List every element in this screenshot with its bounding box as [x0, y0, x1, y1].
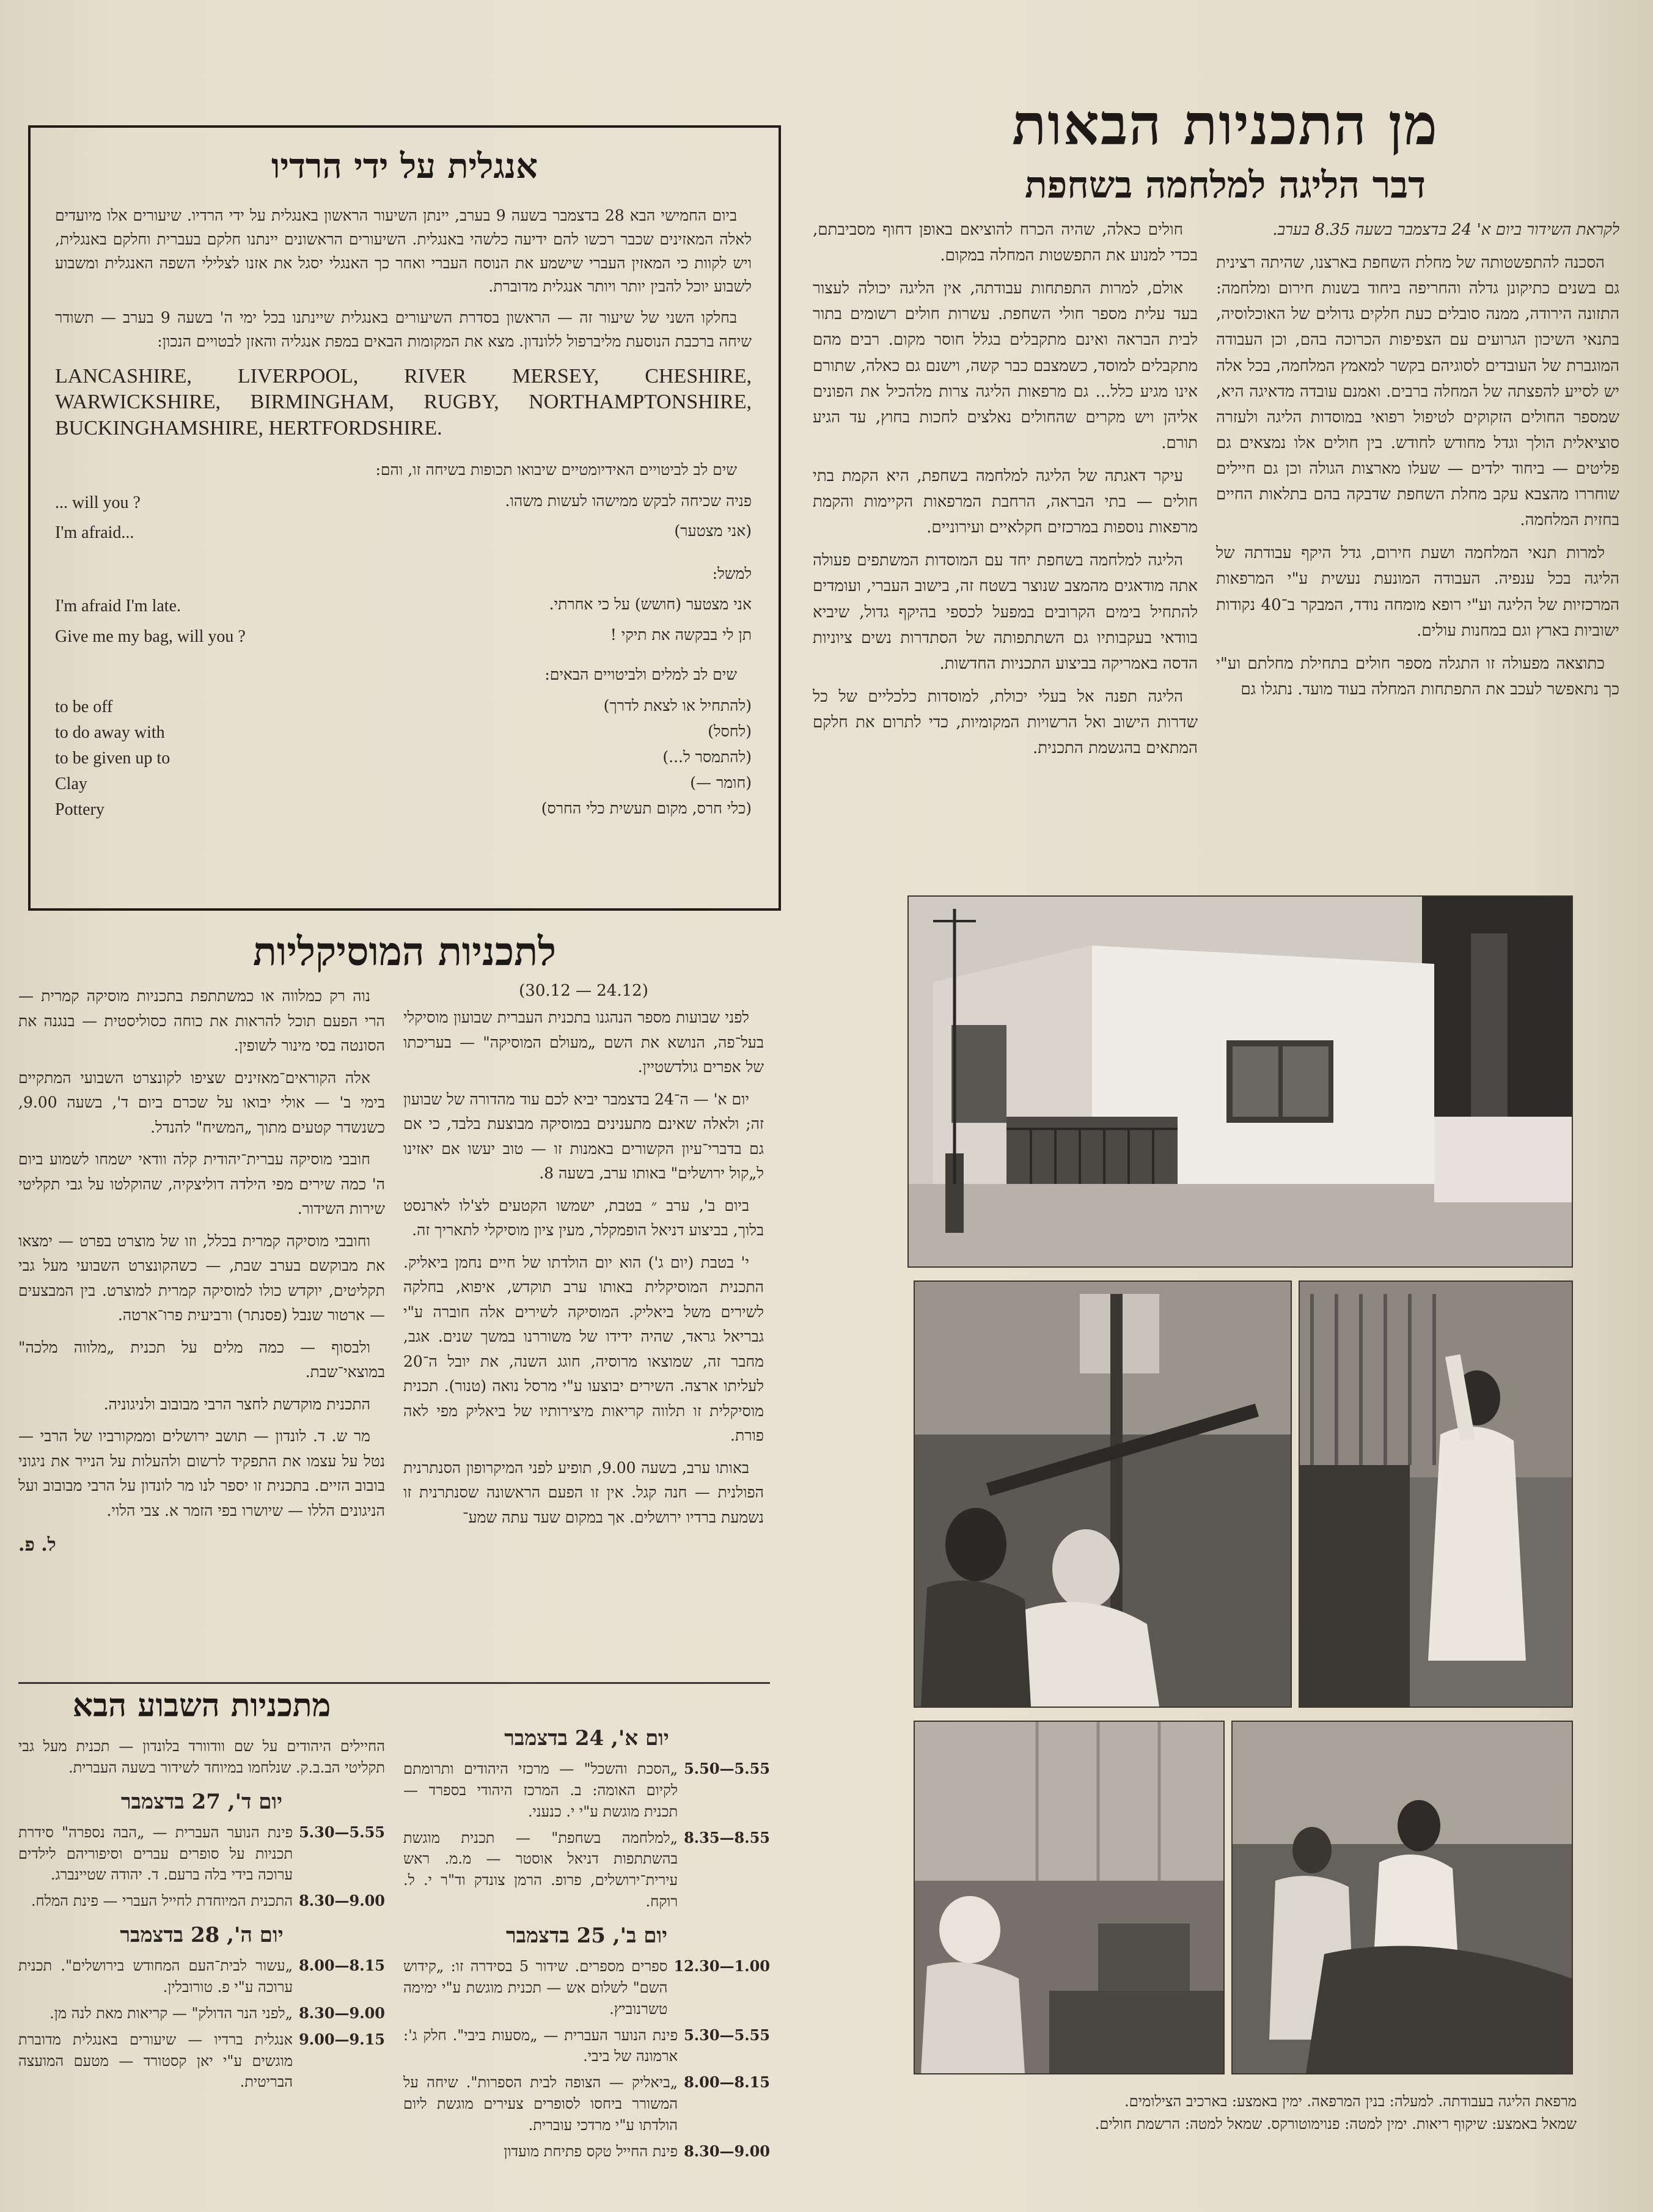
music-paragraph: התכנית מוקדשת לחצר הרבי מבובוב ולניגוניה. — [103, 1395, 370, 1413]
schedule-time: 5.55—5.30 — [299, 1823, 385, 1841]
schedule-item — [18, 2029, 385, 2093]
pneumothorax-photo — [1231, 1721, 1573, 2074]
photo-caption — [856, 2090, 1577, 2170]
schedule-item — [18, 2003, 385, 2024]
vocab-english: Pottery — [55, 799, 104, 819]
example-hebrew: (אני מצטער) — [674, 522, 752, 540]
music-paragraph: חובבי מוסיקה עברית־יהודית קלה וודאי ישמחו לשמוע ביום ה' כמה שירים מפי הילדה דוליצקיה, שהוקלטו על גבי תקליטי שירות השידור. — [18, 1150, 385, 1218]
music-paragraph: וחובבי מוסיקה קמרית בכלל, וזו של מוצרט בפרט — ימצאו את מבוקשם בערב שבת, — כשהקונצרט השבועי מעל גבי תקליטים, יוקדש כולו למוסיקה קמרית למוצרט. בין המבצעים — ארטור שנבל (פסנתר) ורביעית פרו־ארטה. — [18, 1232, 385, 1324]
pneumothorax-illustration — [1233, 1722, 1572, 2073]
schedule-top-rule — [18, 1682, 770, 1684]
schedule-text: פינת החייל טקס פתיחת מועדון — [504, 2142, 678, 2160]
schedule-item — [403, 2025, 770, 2068]
music-paragraph: מר ש. ד. לונדון — תושב ירושלים וממקורביו של הרבי — נטל על עצמו את התפקיד לרשום ולהעלות על הנייר את ניגוני בובוב הזיים. בתכנית זו יספר לנו מר לונדון על הרבי מבובוב ועל הניגונים הללו — שיושרו בפי הזמר א. צבי הלוי. — [18, 1427, 385, 1519]
music-paragraph: יום א' — ה־24 בדצמבר יביא לכם עוד מהדורה של שבועון זה; ולאלה שאינם מתענינים במוסיקה מבוצעת בלבד, כי אם גם בדברי־עיון הקשורים באמנות זו — טוב יעשו אם יאזינו ל„קול ירושלים" באותו ערב, בשעה 8. — [403, 1090, 764, 1182]
schedule-column-left — [18, 1736, 385, 2206]
schedule-text: „עשור לבית־העם המחודש בירושלים". תכנית ערוכה ע"י פ. טורובלין. — [18, 1957, 293, 1996]
patient-registration-photo — [914, 1721, 1225, 2074]
schedule-text: „לפני הנר הדולק" — קריאות מאת לנה מן. — [49, 2004, 293, 2022]
schedule-text: „ביאליק — הצופה לבית הספרות". שיחה על המשורר ביחסו לסופרים צעירים מוגשת ליום הולדתו ע"י מרדכי עוברית. — [403, 2074, 678, 2134]
schedule-item — [403, 2141, 770, 2162]
box-lemashal: למשל: — [712, 564, 752, 582]
article-column-right — [1216, 217, 1619, 895]
schedule-day: יום ד', 27 בדצמבר — [120, 1789, 283, 1814]
schedule-time: 1.00—12.30 — [673, 1957, 770, 1975]
example-row — [55, 490, 752, 516]
vocab-row — [55, 797, 752, 823]
article-intro: לקראת השידור ביום א' 24 בדצמבר בשעה 8.35 בערב. — [1272, 221, 1619, 239]
example-hebrew: אני מצטער (חושש) על כי אחרתי. — [549, 595, 752, 614]
lung-xray-photo — [914, 1281, 1292, 1708]
schedule-day: יום א', 24 בדצמבר — [504, 1726, 669, 1751]
music-dates: (24.12 — 30.12) — [519, 982, 648, 1000]
music-paragraph: לפני שבועות מספר הנהגנו בתכנית העברית שבועון מוסיקלי בעל־פה, הנושא את השם „מעולם המוסיקה" — בעריכתו של אפרים גולדשטיין. — [403, 1009, 764, 1076]
schedule-day: יום ה', 28 בדצמבר — [120, 1923, 284, 1948]
vocab-row — [55, 694, 752, 720]
music-paragraph: נוה רק כמלווה או כמשתתפת בתכניות מוסיקה קמרית — הרי הפעם תוכל להראות את כוחה כסוליסטית — בנגנה את הסונטה בסי מינור לשופין. — [18, 987, 385, 1054]
schedule-time: 9.15—9.00 — [299, 2030, 385, 2048]
example-row — [55, 520, 752, 546]
vocab-row — [55, 720, 752, 746]
article-paragraph: אולם, למרות התפתחות עבודתה, אין הליגה יכולה לעצור בעד עלית מספר חולי השחפת. עשרות חולים רשומים בתור לבית הבראה ואינם מתקבלים בגלל חוסר מקום. רבים מהם מתקבלים למוסד, כשמצבם כבר קשה, וישנם גם כאלה, שתורם אינו מגיע כלל... גם מרפאות הליגה צרות מלהכיל את הפונים אליהן ויש מקרים שהחולים נאלצים לחכות בחוץ, עד הגיע תורם. — [813, 279, 1198, 452]
box-paragraph: שים לב לביטויים האידיומטיים שיבואו תכופות בשיחה זו, והם: — [375, 461, 737, 479]
xray-illustration — [915, 1282, 1291, 1707]
caption-line: מרפאת הליגה בעבודתה. למעלה: בנין המרפאה. ימין באמצע: בארכיב הצילומים. — [1124, 2093, 1577, 2110]
vocab-english: to do away with — [55, 722, 165, 742]
example-english: ... will you ? — [55, 493, 141, 512]
vocab-hebrew: (להתחיל או לצאת לדרך) — [603, 696, 752, 715]
article-paragraph: הסכנה להתפשטותה של מחלת השחפת בארצנו, שהיתה רצינית גם בשנים כתיקונן גדלה והחריפה ביחוד בשנות חירום ומלחמה: התזונה הירודה, ממנה סובלים כעת חלקים גדולים של האוכלוסיה, בתנאי השיכון הגרועים עם הצפיפות הכרוכה בהם, וכן העבודה המוגברת של העובדים לסוגיהם בקשר למאמץ המלחמה, בכל אלה יש לסייע להפצתה של המחלה ברבים. ואמנם עובדה מדאיגה היא, שמספר החולים הזקוקים לטיפול רפואי במוסדות הליגה ולעזרה סוציאלית הולך וגדל מחודש לחודש. בין חולים אלו נמצאים גם פליטים — ביחוד ילדים — שעלו מארצות הגולה וכן גם חיילים שוחררו מהצבא עקב מחלת השחפת שדבקה בהם בתלאות החיים בחזית המלחמה. — [1216, 254, 1619, 530]
music-headline: לתכניות המוסיקליות — [252, 929, 557, 975]
box-place-names: LANCASHIRE, LIVERPOOL, RIVER MERSEY, CHESHIRE, WARWICKSHIRE, BIRMINGHAM, RUGBY, NORTHAMPTONSHIRE, BUCKINGHAMSHIRE, HERTFORDSHIRE. — [55, 364, 752, 439]
example-hebrew: תן לי בבקשה את תיקי ! — [610, 625, 752, 644]
schedule-item — [403, 1956, 770, 2019]
schedule-day: יום ב', 25 בדצמבר — [505, 1923, 668, 1948]
article-column-left — [813, 217, 1198, 895]
schedule-time: 9.00—8.30 — [684, 2142, 770, 2160]
vocab-english: Clay — [55, 774, 87, 793]
schedule-time: 8.15—8.00 — [299, 1957, 385, 1975]
music-column-right — [403, 1005, 764, 1672]
schedule-text: פינת הנוער העברית — „מסעות ביבי". חלק ג': ארמונה של ביבי. — [403, 2026, 678, 2065]
main-headline: מן התכניות הבאות — [1012, 92, 1439, 158]
clinic-building-photo — [907, 895, 1573, 1268]
schedule-time: 9.00—8.30 — [299, 2004, 385, 2022]
example-english: I'm afraid... — [55, 523, 134, 543]
vocab-row — [55, 771, 752, 797]
schedule-time: 8.55—8.35 — [684, 1828, 770, 1846]
schedule-headline: מתכניות השבוע הבא — [72, 1687, 331, 1724]
schedule-item — [18, 1736, 385, 1779]
music-paragraph: באותו ערב, בשעה 9.00, תופיע לפני המיקרופון הסנתרנית הפולנית — חנה קגל. אין זו הפעם הראשונה שסנתרנית זו נשמעת ברדיו ירושלים. אך במקום שעד עתה שמע־ — [403, 1458, 764, 1526]
article-paragraph: חולים כאלה, שהיה הכרח להוציאם באופן דחוף מסביבתם, בכדי למנוע את התפשטות המחלה במקום. — [813, 221, 1198, 265]
example-hebrew: פניה שכיחה לבקש ממישהו לעשות משהו. — [505, 491, 752, 510]
article-paragraph: למרות תנאי המלחמה ושעת חירום, גדל היקף עבודתה של הליגה בכל ענפיה. העבודה המונעת נעשית ע"י המרפאות המרכזיות של הליגה וע"י רופא מומחה נודד, המבקר ב־40 נקודות ישוביות בארץ וגם במחנות עולים. — [1216, 544, 1619, 640]
article-paragraph: כתוצאה מפעולה זו התגלה מספר חולים בתחילת מחלתם וע"י כך נתאפשר לעכב את התפתחות המחלה בעוד מועד. נתגלו גם — [1216, 654, 1619, 699]
schedule-item — [18, 1890, 385, 1912]
schedule-item — [403, 1828, 770, 1913]
box-paragraph: שים לב למלים ולביטויים הבאים: — [544, 666, 737, 684]
music-paragraph: ביום ב', ערב ״ בטבת, ישמשו הקטעים לצ'לו לארנסט בלוך, בביצוע דניאל הופמקלר, מעין ציון מוסיקלי לתאריך זה. — [403, 1196, 764, 1239]
article-paragraph: עיקר דאגתה של הליגה למלחמה בשחפת, היא הקמת בתי חולים — בתי הבראה, הרחבת המרפאות הקיימות והקמת מרפאות נוספות במרכזים חקלאיים ועירוניים. — [813, 466, 1198, 537]
registration-illustration — [915, 1722, 1223, 2073]
schedule-text: התכנית המיוחדת לחייל העברי — פינת המלח. — [31, 1892, 293, 1910]
archive-illustration — [1300, 1282, 1572, 1707]
schedule-text: „הסכת והשכל" — מרכזי היהודים ותרומתם לקיום האומה: ב. המרכז היהודי בספרד — תכנית מוגשת ע"י י. כנעני. — [403, 1760, 678, 1820]
schedule-text: ספרים מספרים. שידור 5 בסידרה זו: „קידוש השם" לשלום אש — תכנית מוגשת ע"י ימימה טשרנוביץ. — [403, 1958, 668, 2018]
schedule-item — [18, 1955, 385, 1998]
vocab-hebrew: (להתמסר ל...) — [662, 748, 752, 766]
article-paragraph: הליגה למלחמה בשחפת יחד עם המוסדות המשתפים פעולה אתה מודאגים מהמצב שנוצר בשטח זה, בישוב העברי, ועומדים להתחיל בימים הקרובים במפעל לכספי בהיקף גדול, שיביא בוודאי בעקבותיו גם השתתפותה של הסתדרות נשים ציוניות הדסה באמריקה בביצוע התכניות החדשות. — [813, 551, 1198, 673]
music-paragraph: ולבסוף — כמה מלים על תכנית „מלווה מלכה" במוצאי־שבת. — [18, 1338, 385, 1381]
schedule-time: 5.55—5.30 — [684, 2026, 770, 2044]
schedule-text: אנגלית ברדיו — שיעורים באנגלית מדוברת מוגשים ע"י יאן קסטורד — מטעם המועצה הבריטית. — [18, 2030, 293, 2091]
music-paragraph: י' בטבת (יום ג') הוא יום הולדתו של חיים נחמן ביאליק. התכנית המוסיקלית באותו ערב תוקדש, איפוא, בחלקה לשירים משל ביאליק. המוסיקה לשירים אלה חוברה ע"י גבריאל גראד, שהיה ידידו של משוררנו במשך שנים. אגב, מחבר זה, שמוצאו מרוסיה, חוגג השנה, את יובל ה־20 לעליתו ארצה. השירים יבוצעו ע"י מרסל נואה (טנור). תכנית מוסיקלית זו תלווה קריאות מיצירותיו של ביאליק מפי לאה פורת. — [403, 1253, 764, 1444]
clinic-building-illustration — [909, 897, 1572, 1266]
photo-archive-photo — [1299, 1281, 1573, 1708]
schedule-time: 9.00—8.30 — [299, 1892, 385, 1910]
schedule-item — [403, 1758, 770, 1822]
music-signature: ל. פ. — [18, 1534, 56, 1556]
schedule-column-right — [403, 1724, 770, 2206]
schedule-item — [18, 1822, 385, 1886]
music-column-left — [18, 984, 385, 1675]
box-text — [55, 204, 752, 901]
vocab-list — [55, 694, 752, 823]
example-english: I'm afraid I'm late. — [55, 597, 181, 616]
schedule-text: „למלחמה בשחפת" — תכנית מוגשת בהשתתפות דניאל אוסטר — מ.מ. ראש עירית־ירושלים, פרופ. הרמן צונדק וד"ר י. ל. רוקח. — [403, 1829, 678, 1911]
schedule-time: 8.15—8.00 — [684, 2073, 770, 2092]
schedule-time: 5.55—5.50 — [684, 1760, 770, 1778]
main-subhead: דבר הליגה למלחמה בשחפת — [1025, 164, 1426, 207]
article-paragraph: הליגה תפנה אל בעלי יכולת, למוסדות כלכליים של כל שדרות הישוב ואל הרשויות המקומיות, כדי לתרום את חלקם המתאים בהגשמת התכנית. — [813, 687, 1198, 758]
example-english: Give me my bag, will you ? — [55, 626, 246, 646]
schedule-text: פינת הנוער העברית — „הבה נספרה" סידרת תכניות על סופרים עברים וסיפוריהם לילדים ערוכה בידי בלה ברעם. ד. יהודה שטיינברג. — [18, 1823, 293, 1884]
schedule-text: החיילים היהודים על שם וודוורד בלונדון — תכנית מעל גבי תקליטי הב.ב.ק. שנלחמו במיוחד לשידור בשעה העברית. — [18, 1738, 385, 1776]
vocab-hebrew: (חומר —) — [690, 773, 752, 792]
box-paragraph: ביום החמישי הבא 28 בדצמבר בשעה 9 בערב, יינתן השיעור הראשון באנגלית על ידי הרדיו. שיעורים אלו מיועדים לאלה המאזינים שכבר רכשו להם ידיעה כלשהי באנגלית. השיעורים הראשונים יינתנו חלקם בעברית וחלקם באנגלית, ויש לקוות כי המאזין העברי שישמע את הנוסח העברי ואחר כך האנגלי יסגל את אזנו לצלילי השפה האנגלית ומשבוע לשבוע יוכל להבין יותר ויותר אנגלית מדוברת. — [55, 207, 752, 296]
vocab-hebrew: (כלי חרס, מקום תעשית כלי החרס) — [541, 799, 752, 817]
vocab-row — [55, 746, 752, 771]
english-lesson-box — [28, 125, 781, 911]
example-row — [55, 593, 752, 619]
vocab-english: to be off — [55, 697, 113, 716]
schedule-item — [403, 2072, 770, 2136]
music-paragraph: אלה הקוראים־מאזינים שציפו לקונצרט השבועי המתקיים בימי ב' — אולי יבואו על שכרם ביום ד', בשעה 9.00, כשנשדר קטעים מתוך „המשיח" להנדל. — [18, 1068, 385, 1136]
example-row — [55, 623, 752, 650]
box-title: אנגלית על ידי הרדיו — [271, 146, 538, 186]
vocab-english: to be given up to — [55, 748, 170, 768]
box-paragraph: בחלקו השני של שיעור זה — הראשון בסדרת השיעורים באנגלית שיינתנו בכל ימי ה' בשעה 9 בערב — תשודר שיחה ברכבת הנוסעת מליברפול ללונדון. מצא את המקומות הבאים במפת אנגליה והאזן לבטויים הנכון: — [55, 309, 752, 350]
caption-line: שמאל באמצע: שיקוף ריאות. ימין למטה: פנוימוטורקס. שמאל למטה: הרשמת חולים. — [1094, 2115, 1577, 2133]
vocab-hebrew: (לחסל) — [708, 722, 752, 740]
